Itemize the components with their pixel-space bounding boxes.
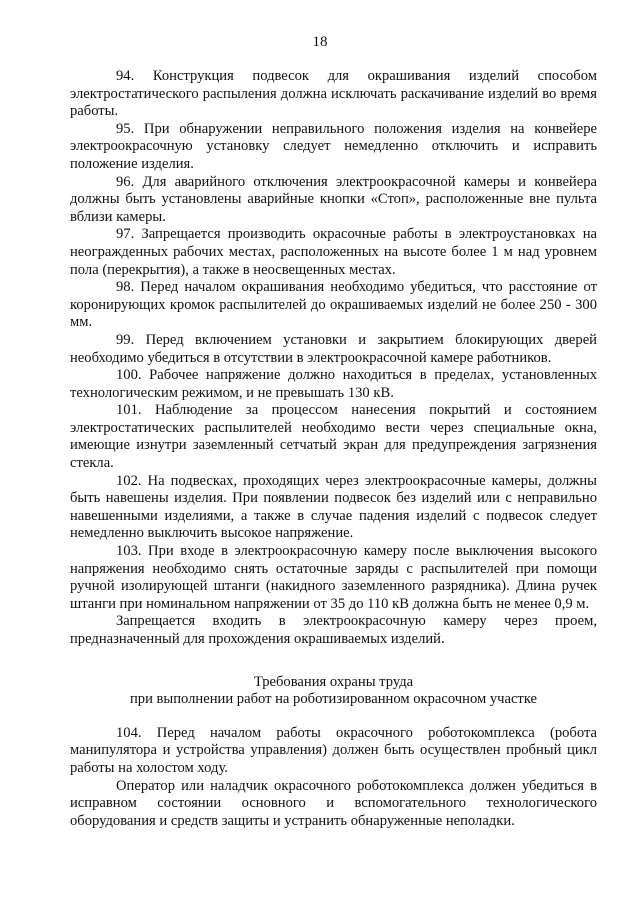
- paragraph-102: 102. На подвесках, проходящих через электроокрасочные камеры, должны быть навешены изделия. При появлении подвесок без изделий или с неправильно навешенными изделиями, а также в случае падения изделий с подвесок следует немедленно выключить высокое напряжение.: [70, 472, 597, 542]
- paragraph-101: 101. Наблюдение за процессом нанесения покрытий и состоянием электростатических распылителей необходимо вести через специальные окна, имеющие изнутри заземленный сетчатый экран для предупреждения загрязнения стекла.: [70, 402, 597, 472]
- paragraph-prohibition: Запрещается входить в электроокрасочную камеру через проем, предназначенный для прохождения окрашиваемых изделий.: [70, 613, 597, 647]
- paragraph-98: 98. Перед началом окрашивания необходимо убедиться, что расстояние от коронирующих кромок распылителей до окрашиваемых изделий не более 250 - 300 мм.: [70, 279, 597, 331]
- page-number: 18: [312, 34, 328, 50]
- paragraph-103: 103. При входе в электроокрасочную камеру после выключения высокого напряжения необходимо снять остаточные заряды с распылителей при помощи ручной изолирующей штанги (накидного заземленного разрядника). Длина ручек штанги при номинальном напряжении от 35 до 110 кВ должна быть не менее 0,9 м.: [70, 543, 597, 612]
- section-heading-title: Требования охраны труда: [253, 673, 414, 690]
- paragraph-94: 94. Конструкция подвесок для окрашивания изделий способом электростатического распыления должна исключать раскачивание изделий во время работы.: [70, 68, 597, 120]
- paragraph-operator: Оператор или наладчик окрасочного роботокомплекса должен убедиться в исправном состоянии основного и вспомогательного технологического оборудования и средств защиты и устранить обнаруженные неполадки.: [70, 777, 597, 829]
- paragraph-100: 100. Рабочее напряжение должно находиться в пределах, установленных технологическим режимом, и не превышать 130 кВ.: [70, 367, 597, 401]
- paragraph-97: 97. Запрещается производить окрасочные работы в электроустановках на неогражденных рабочих местах, расположенных на высоте более 1 м над уровнем пола (перекрытия), а также в неосвещенных местах.: [70, 226, 597, 278]
- paragraph-96: 96. Для аварийного отключения электроокрасочной камеры и конвейера должны быть установлены аварийные кнопки «Стоп», расположенные вне пульта вблизи камеры.: [70, 173, 597, 225]
- paragraph-104: 104. Перед началом работы окрасочного роботокомплекса (робота манипулятора и устройства управления) должен быть осуществлен пробный цикл работы на холостом ходу.: [70, 724, 597, 776]
- section-heading-subtitle: при выполнении работ на роботизированном окрасочном участке: [129, 691, 538, 708]
- document-body: [70, 68, 597, 830]
- paragraph-95: 95. При обнаружении неправильного положения изделия на конвейере электроокрасочную установку следует немедленно отключить и исправить положение изделия.: [70, 120, 597, 172]
- paragraph-99: 99. Перед включением установки и закрытием блокирующих дверей необходимо убедиться в отсутствии в электроокрасочной камере работников.: [70, 331, 597, 366]
